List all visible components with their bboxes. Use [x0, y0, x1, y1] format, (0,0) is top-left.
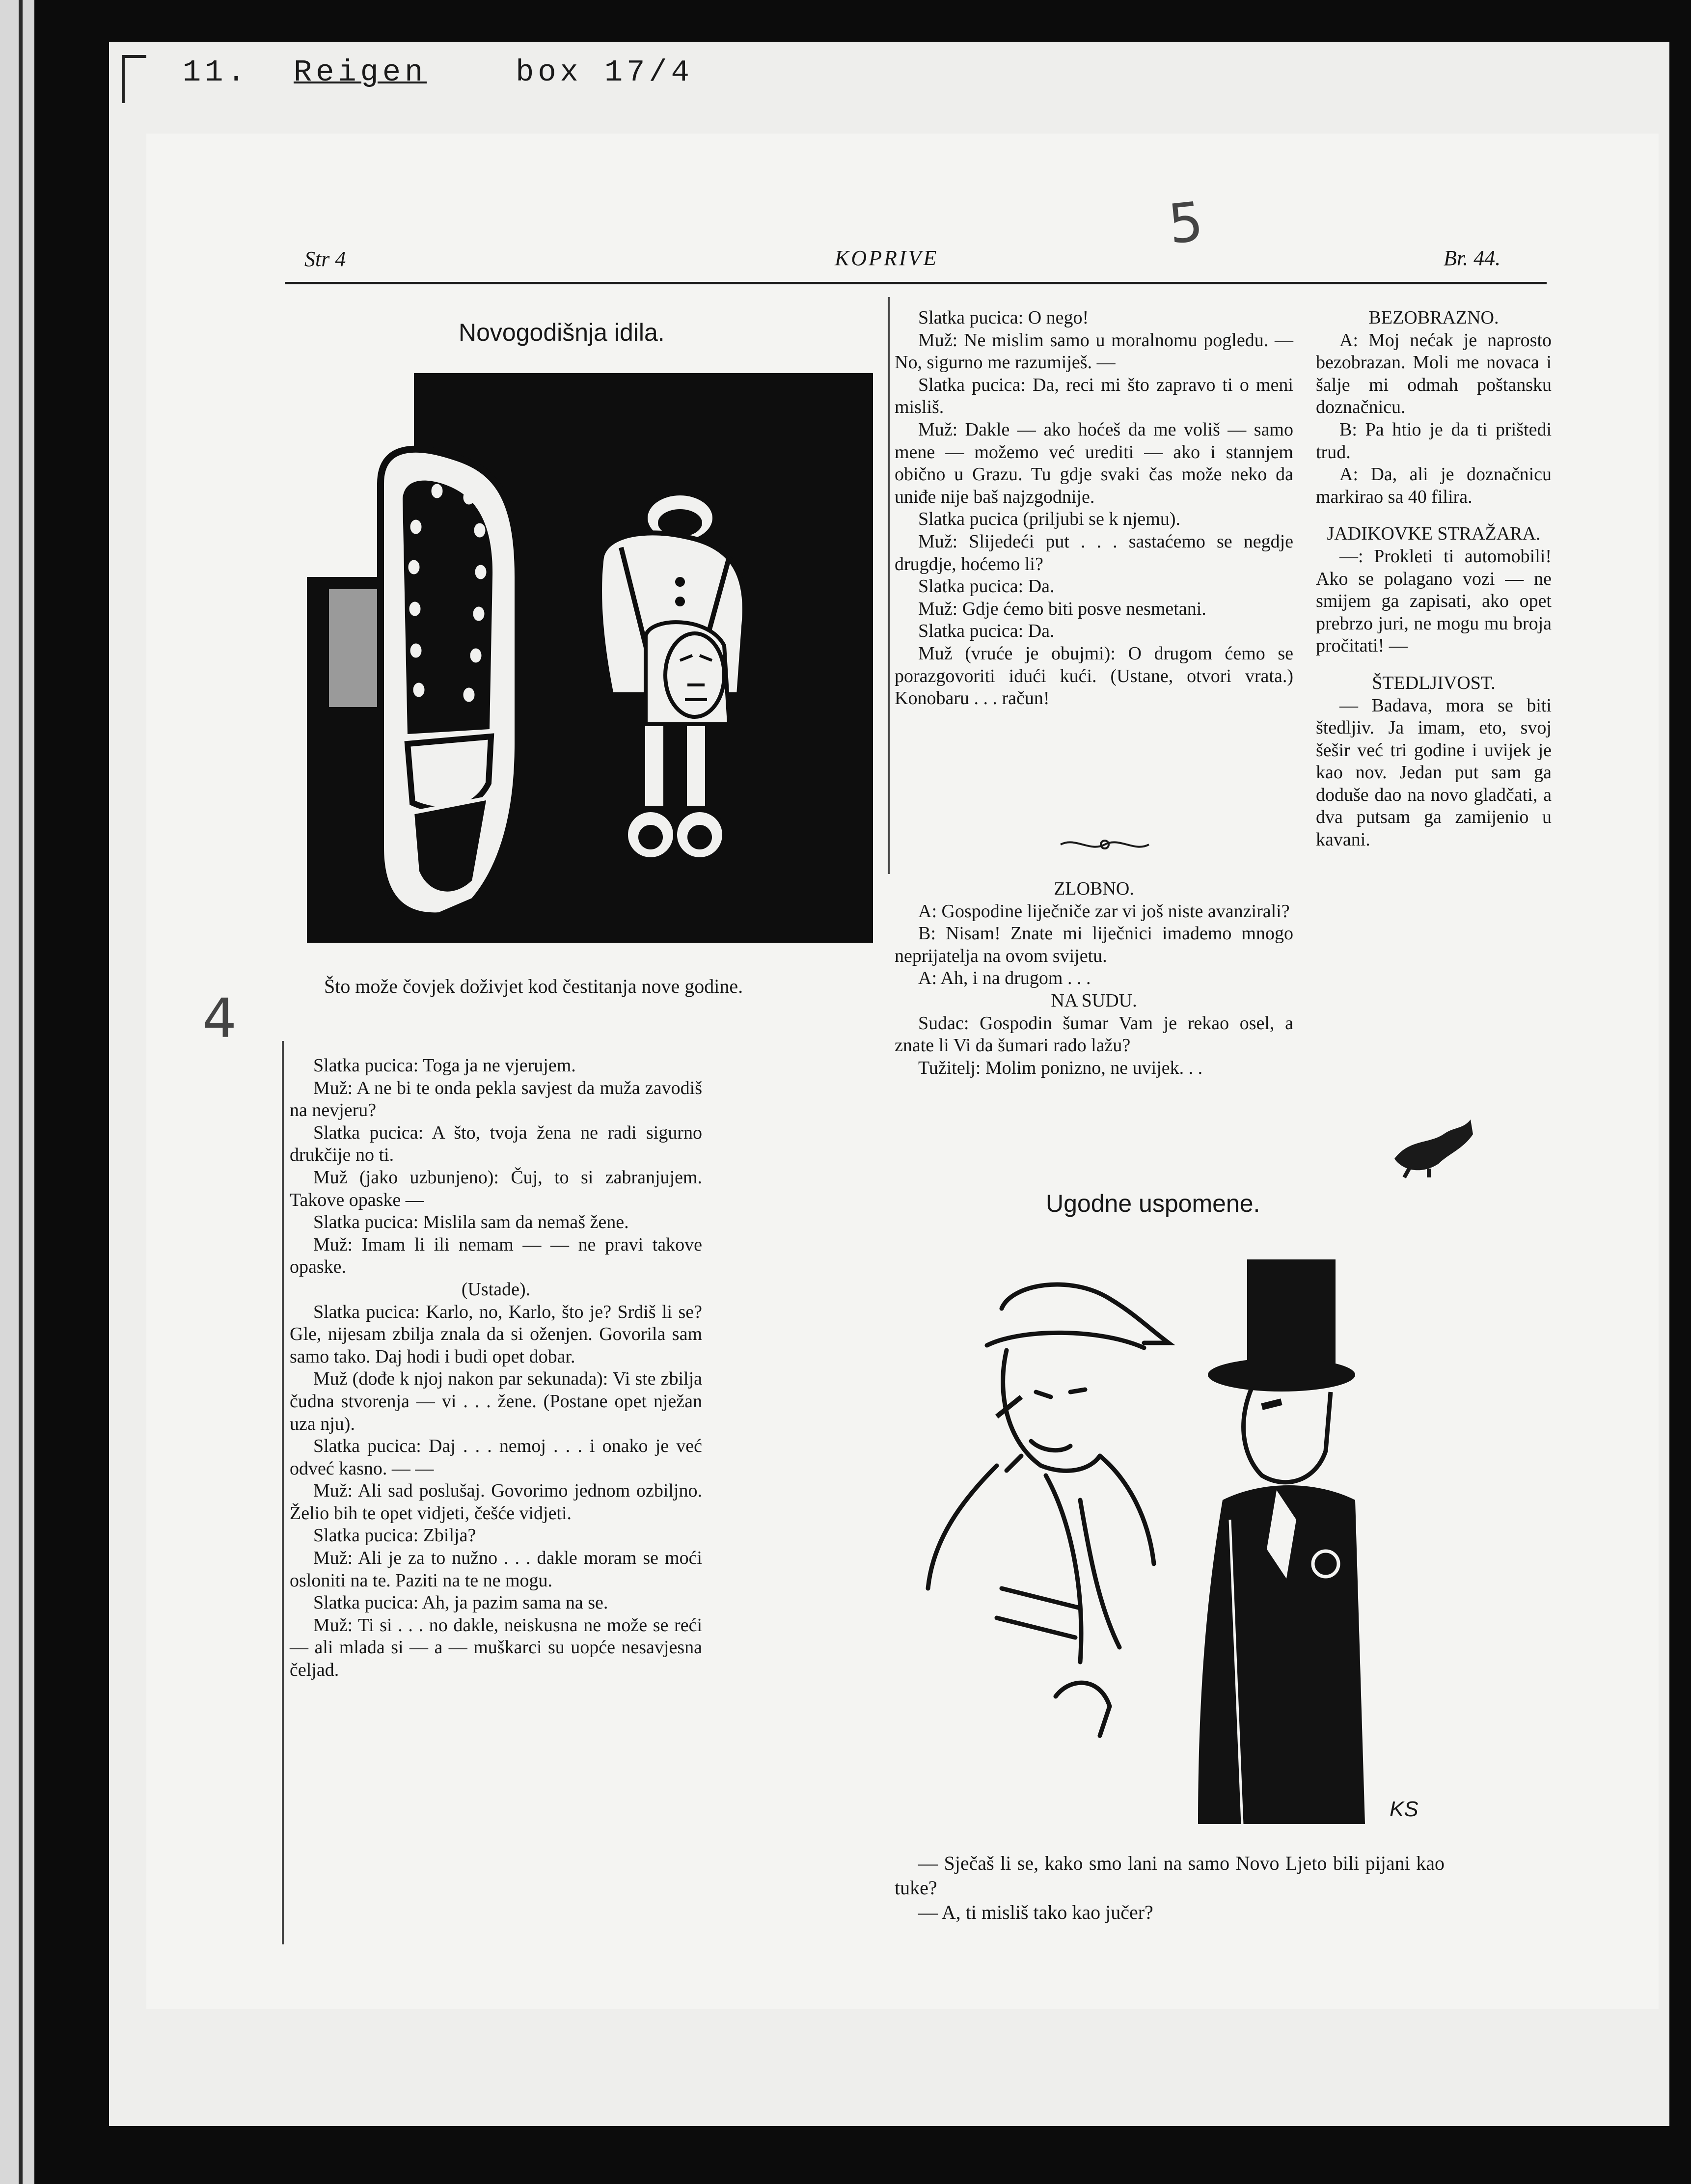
dialogue-line: Slatka pucica: Karlo, no, Karlo, što je? Srdiš li se? Gle, nijesam zbilja znala da si oženjen. Govorila sam samo tako. Daj hodi i budi opet dobar. — [290, 1301, 702, 1367]
man-in-coat — [928, 1284, 1169, 1736]
clipping-border-left — [282, 1041, 284, 1944]
dialogue-line: Slatka pucica: Toga ja ne vjerujem. — [313, 1055, 576, 1076]
stage-direction: (Ustade). — [461, 1279, 531, 1300]
masthead-rule — [285, 282, 1547, 284]
dialogue-line: Slatka pucica: Da, reci mi što zapravo ti o meni misliš. — [895, 374, 1293, 418]
dialogue-line: Muž (jako uzbunjeno): Čuj, to si zabranjujem. Takove opaske — — [290, 1167, 702, 1210]
bezobrazno-line: A: Moj nećak je naprosto bezobrazan. Moli me novaca i šalje mi odmah poštansku doznačnicu. — [1316, 329, 1552, 418]
archive-number: 11. — [183, 55, 249, 90]
cartoon2-illustration — [923, 1245, 1439, 1824]
dialogue-line: Slatka pucica: Da. — [918, 576, 1055, 597]
na-sudu-title: NA SUDU. — [1051, 990, 1137, 1011]
dialogue-line: Muž (dođe k njoj nakon par sekunada): Vi ste zbilja čudna stvorenja — vi . . . žene. (Postane opet nježan uza nju). — [290, 1368, 702, 1434]
dialogue-line: Muž: Gdje ćemo biti posve nesmetani. — [918, 598, 1206, 619]
ornament-divider — [1056, 836, 1154, 853]
cartoon1-brush — [329, 589, 383, 707]
bezobrazno-title: BEZOBRAZNO. — [1368, 307, 1499, 328]
bezobrazno-line: A: Da, ali je doznačnicu markirao sa 40 filira. — [1316, 464, 1552, 507]
zlobno-section — [895, 878, 1293, 1079]
man-in-top-hat — [1198, 1259, 1365, 1824]
archive-name: Reigen — [294, 55, 427, 90]
dialogue-line: Slatka pucica: Zbilja? — [313, 1525, 476, 1546]
dialogue-line: Muž: Ali je za to nužno . . . dakle moram se moći osloniti na te. Paziti na te ne mogu. — [290, 1548, 702, 1591]
dialogue-line: Muž: A ne bi te onda pekla savjest da muža zavodiš na nevjeru? — [290, 1077, 702, 1121]
zlobno-title: ZLOBNO. — [1054, 878, 1134, 899]
na-sudu-line: Tužitelj: Molim ponizno, ne uvijek. . . — [918, 1057, 1203, 1078]
masthead-title: KOPRIVE — [835, 246, 939, 270]
pencil-mark-left: 4 — [202, 987, 237, 1050]
bezobrazno-line: B: Pa htio je da ti prištedi trud. — [1316, 419, 1552, 463]
dialogue-line: Slatka pucica: Daj . . . nemoj . . . i onako je već odveć kasno. — — — [290, 1436, 702, 1479]
jadikovke-title: JADIKOVKE STRAŽARA. — [1327, 523, 1541, 545]
corner-crop-mark — [122, 55, 146, 103]
archive-box: box 17/4 — [516, 55, 693, 90]
zlobno-line: A: Gospodine liječniče zar vi još niste avanzirali? — [918, 901, 1290, 922]
dialogue-line: Muž: Slijedeći put . . . sastaćemo se negdje drugdje, hoćemo li? — [895, 531, 1293, 574]
dialogue-line: Muž: Imam li ili nemam — — ne pravi takove opaske. — [290, 1234, 702, 1278]
adjacent-page-edge — [19, 0, 23, 2184]
dialogue-line: Slatka pucica (priljubi se k njemu). — [918, 509, 1180, 530]
masthead-page: Str 4 — [304, 247, 346, 271]
dialogue-line: Slatka pucica: Ah, ja pazim sama na se. — [313, 1592, 608, 1613]
cartoon2-title: Ugodne uspomene. — [1046, 1190, 1260, 1217]
dialogue-mid-column — [895, 307, 1293, 710]
masthead-issue: Br. 44. — [1444, 246, 1501, 270]
zlobno-line: A: Ah, i na drugom . . . — [918, 968, 1091, 989]
pencil-mark-top: 5 — [1165, 190, 1206, 256]
dialogue-line: Muž: Ne mislim samo u moralnomu pogledu. — No, sigurno me razumiješ. — — [895, 329, 1293, 373]
cartoon1-illustration — [307, 371, 874, 945]
dialogue-line: Muž (vruće je obujmi): O drugom ćemo se porazgovoriti idući kući. (Ustane, otvori vrata.) Konobaru . . . račun! — [895, 643, 1293, 709]
jadikovke-line: —: Prokleti ti automobili! Ako se polagano vozi — ne smijem ga zapisati, ako opet prebrzo juri, ne mogu mu broja pročitati! — — [1316, 546, 1552, 656]
stedljivost-line: — Badava, mora se biti štedljiv. Ja imam, eto, svoj šešir već tri godine i uvijek je kao nov. Jedan put sam ga doduše dao na novo gladčati, a dva putsam ga zamijenio u kavani. — [1316, 695, 1552, 850]
dialogue-line: Slatka pucica: O nego! — [918, 307, 1089, 328]
stedljivost-title: ŠTEDLJIVOST. — [1372, 672, 1496, 693]
vignette-dog — [1390, 1115, 1478, 1178]
archive-label — [183, 55, 693, 90]
right-column — [1316, 307, 1552, 851]
dialogue-line: Slatka pucica: Mislila sam da nemaš žene. — [313, 1212, 629, 1233]
caption-line: — Sječaš li se, kako smo lani na samo Novo Ljeto bili pijani kao tuke? — [895, 1852, 1445, 1899]
cartoon1-caption: Što može čovjek doživjet kod čestitanja nove godine. — [324, 975, 743, 997]
dialogue-line: Slatka pucica: A što, tvoja žena ne radi sigurno drukčije no ti. — [290, 1122, 702, 1166]
dialogue-line: Slatka pucica: Da. — [918, 621, 1055, 642]
dialogue-line: Muž: Ti si . . . no dakle, neiskusna ne može se reći — ali mlada si — a — muškarci su uopće nesavjesna čeljad. — [290, 1614, 702, 1681]
giant-boot — [381, 449, 518, 916]
cartoon1-title: Novogodišnja idila. — [459, 319, 665, 346]
cartoon2-signature: KS — [1390, 1797, 1418, 1821]
adjacent-page-strip — [0, 0, 34, 2184]
caption-line: — A, ti misliš tako kao jučer? — [918, 1901, 1153, 1923]
dialogue-line: Muž: Ali sad poslušaj. Govorimo jednom ozbiljno. Želio bih te opet vidjeti, češće vidjeti. — [290, 1480, 702, 1524]
clipping-border-mid — [888, 297, 890, 874]
zlobno-line: B: Nisam! Znate mi liječnici imademo mnogo neprijatelja na ovom svijetu. — [895, 923, 1293, 966]
cartoon2-caption — [895, 1851, 1445, 1925]
dialogue-left-column — [290, 1055, 702, 1682]
na-sudu-line: Sudac: Gospodin šumar Vam je rekao osel, a znate li Vi da šumari rado lažu? — [895, 1012, 1293, 1056]
dialogue-line: Muž: Dakle — ako hoćeš da me voliš — samo mene — možemo već urediti — ako i stannjem obično u Grazu. Tu gdje svaki čas može neko da uniđe nije baš najzgodnije. — [895, 419, 1293, 507]
